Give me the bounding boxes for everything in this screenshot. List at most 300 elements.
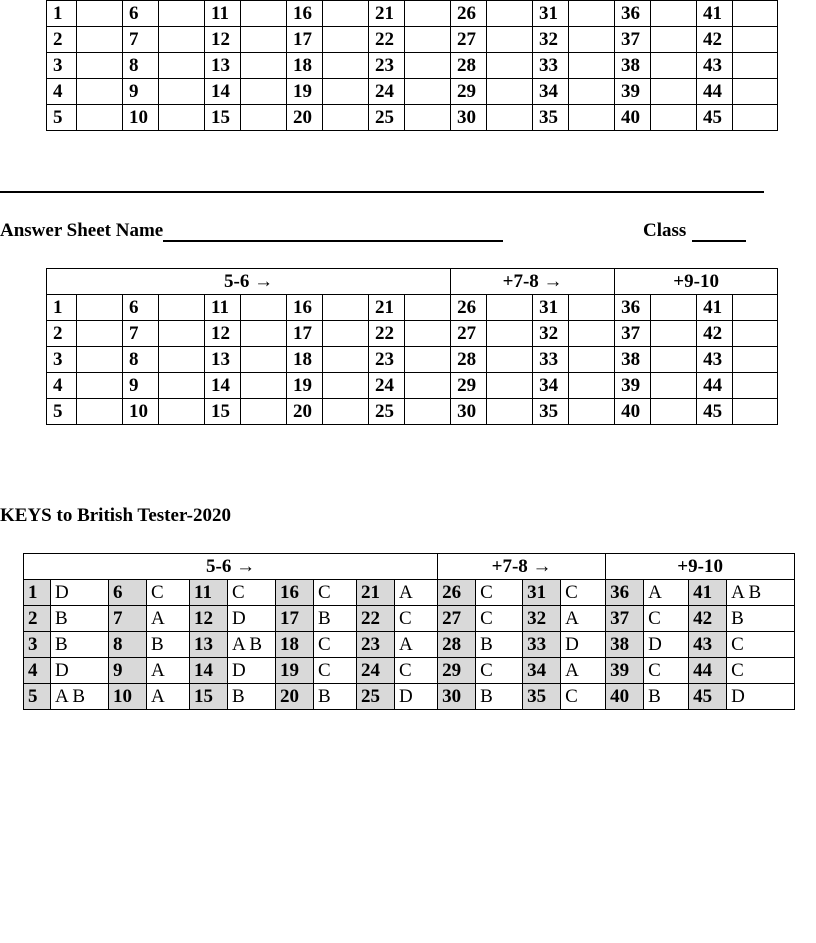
key-answer: B [51, 606, 109, 632]
key-answer: B [314, 684, 357, 710]
key-answer: B [644, 684, 689, 710]
answer-cell[interactable] [733, 105, 778, 131]
table-row [24, 632, 795, 658]
key-answer: C [395, 606, 438, 632]
key-question-number: 42 [689, 606, 727, 632]
class-blank[interactable] [692, 220, 746, 242]
question-number: 40 [615, 399, 651, 425]
question-number: 1 [47, 295, 77, 321]
key-answer: B [727, 606, 795, 632]
key-answer: A [561, 658, 606, 684]
question-number: 25 [369, 105, 405, 131]
key-answer: C [314, 632, 357, 658]
question-number: 35 [533, 399, 569, 425]
keys-section-header-7-8: +7-8 → [438, 554, 606, 580]
answer-cell[interactable] [323, 295, 369, 321]
answer-cell[interactable] [77, 399, 123, 425]
key-question-number: 17 [276, 606, 314, 632]
answer-cell[interactable] [733, 399, 778, 425]
key-question-number: 13 [190, 632, 228, 658]
key-answer: A B [727, 580, 795, 606]
table-row [24, 580, 795, 606]
answer-cell[interactable] [159, 321, 205, 347]
table-row [47, 27, 778, 53]
answer-cell[interactable] [405, 1, 451, 27]
answer-cell[interactable] [323, 321, 369, 347]
question-number: 27 [451, 27, 487, 53]
question-number: 29 [451, 373, 487, 399]
table-row [47, 1, 778, 27]
answer-cell[interactable] [405, 27, 451, 53]
key-answer: A [147, 606, 190, 632]
answer-cell[interactable] [733, 1, 778, 27]
key-question-number: 16 [276, 580, 314, 606]
key-question-number: 28 [438, 632, 476, 658]
question-number: 41 [697, 1, 733, 27]
key-answer: C [314, 580, 357, 606]
key-answer: C [147, 580, 190, 606]
question-number: 37 [615, 27, 651, 53]
answer-cell[interactable] [733, 347, 778, 373]
key-question-number: 39 [606, 658, 644, 684]
answer-cell[interactable] [405, 105, 451, 131]
table-row [24, 606, 795, 632]
question-number: 15 [205, 105, 241, 131]
answer-cell[interactable] [733, 373, 778, 399]
question-number: 26 [451, 295, 487, 321]
key-answer: B [147, 632, 190, 658]
question-number: 14 [205, 373, 241, 399]
answer-cell[interactable] [241, 105, 287, 131]
question-number: 8 [123, 53, 159, 79]
key-answer: A B [51, 684, 109, 710]
key-question-number: 20 [276, 684, 314, 710]
question-number: 4 [47, 79, 77, 105]
answer-cell[interactable] [405, 53, 451, 79]
answer-cell[interactable] [405, 347, 451, 373]
question-number: 16 [287, 1, 323, 27]
key-answer: D [395, 684, 438, 710]
section-header-5-6: 5-6 → [47, 269, 451, 295]
answer-cell[interactable] [405, 399, 451, 425]
key-answer: A [561, 606, 606, 632]
question-number: 7 [123, 27, 159, 53]
key-question-number: 5 [24, 684, 51, 710]
answer-cell[interactable] [651, 347, 697, 373]
answer-cell[interactable] [487, 373, 533, 399]
table-row [47, 399, 778, 425]
key-answer: C [476, 580, 523, 606]
key-question-number: 26 [438, 580, 476, 606]
answer-cell[interactable] [323, 27, 369, 53]
question-number: 45 [697, 399, 733, 425]
answer-cell[interactable] [569, 53, 615, 79]
question-number: 3 [47, 53, 77, 79]
question-number: 41 [697, 295, 733, 321]
key-question-number: 24 [357, 658, 395, 684]
answer-cell[interactable] [487, 1, 533, 27]
answer-cell[interactable] [733, 53, 778, 79]
answer-cell[interactable] [77, 27, 123, 53]
answer-sheet-name-label: Answer Sheet Name [0, 220, 164, 241]
answer-cell[interactable] [241, 1, 287, 27]
question-number: 30 [451, 105, 487, 131]
question-number: 42 [697, 27, 733, 53]
answer-cell[interactable] [405, 295, 451, 321]
answer-cell[interactable] [77, 1, 123, 27]
key-question-number: 43 [689, 632, 727, 658]
key-answer: C [727, 658, 795, 684]
question-number: 15 [205, 399, 241, 425]
class-label: Class [643, 220, 687, 241]
question-number: 4 [47, 373, 77, 399]
keys-header-row [24, 554, 795, 580]
key-question-number: 30 [438, 684, 476, 710]
answer-cell[interactable] [241, 321, 287, 347]
answer-cell[interactable] [241, 79, 287, 105]
table-row [47, 79, 778, 105]
key-answer: C [395, 658, 438, 684]
answer-cell[interactable] [487, 53, 533, 79]
question-number: 22 [369, 321, 405, 347]
table-row [47, 105, 778, 131]
question-number: 36 [615, 1, 651, 27]
table-row [47, 373, 778, 399]
answer-keys-grid [23, 553, 795, 710]
answer-cell[interactable] [487, 27, 533, 53]
question-number: 10 [123, 105, 159, 131]
answer-cell[interactable] [159, 105, 205, 131]
question-number: 43 [697, 53, 733, 79]
key-question-number: 31 [523, 580, 561, 606]
answer-cell[interactable] [405, 321, 451, 347]
key-question-number: 41 [689, 580, 727, 606]
keys-section-header-5-6: 5-6 → [24, 554, 438, 580]
question-number: 30 [451, 399, 487, 425]
answer-cell[interactable] [241, 53, 287, 79]
question-number: 6 [123, 1, 159, 27]
table-row [24, 684, 795, 710]
answer-cell[interactable] [569, 295, 615, 321]
question-number: 6 [123, 295, 159, 321]
answer-cell[interactable] [77, 79, 123, 105]
answer-cell[interactable] [77, 321, 123, 347]
class-line [643, 220, 746, 242]
answer-cell[interactable] [487, 79, 533, 105]
answer-cell[interactable] [569, 321, 615, 347]
question-number: 28 [451, 347, 487, 373]
key-answer: A [395, 632, 438, 658]
question-number: 21 [369, 1, 405, 27]
key-question-number: 1 [24, 580, 51, 606]
answer-cell[interactable] [77, 373, 123, 399]
key-question-number: 7 [109, 606, 147, 632]
answer-cell[interactable] [651, 27, 697, 53]
key-question-number: 29 [438, 658, 476, 684]
key-question-number: 38 [606, 632, 644, 658]
answer-cell[interactable] [159, 295, 205, 321]
key-answer: D [228, 606, 276, 632]
key-question-number: 45 [689, 684, 727, 710]
key-answer: C [476, 658, 523, 684]
key-answer: C [314, 658, 357, 684]
question-number: 13 [205, 53, 241, 79]
answer-cell[interactable] [487, 295, 533, 321]
question-number: 27 [451, 321, 487, 347]
question-number: 34 [533, 373, 569, 399]
key-answer: A [147, 684, 190, 710]
question-number: 9 [123, 373, 159, 399]
answer-cell[interactable] [651, 295, 697, 321]
answer-cell[interactable] [569, 1, 615, 27]
key-answer: D [644, 632, 689, 658]
question-number: 44 [697, 79, 733, 105]
answer-cell[interactable] [159, 347, 205, 373]
question-number: 38 [615, 53, 651, 79]
key-question-number: 34 [523, 658, 561, 684]
answer-sheet-body [47, 295, 778, 425]
question-number: 20 [287, 399, 323, 425]
question-number: 17 [287, 321, 323, 347]
answer-cell[interactable] [569, 27, 615, 53]
question-number: 24 [369, 79, 405, 105]
key-answer: A [644, 580, 689, 606]
table-row [47, 321, 778, 347]
key-question-number: 33 [523, 632, 561, 658]
answer-cell[interactable] [159, 27, 205, 53]
table-row [47, 347, 778, 373]
answer-cell[interactable] [405, 79, 451, 105]
key-question-number: 22 [357, 606, 395, 632]
answer-cell[interactable] [733, 27, 778, 53]
answer-cell[interactable] [77, 105, 123, 131]
key-question-number: 21 [357, 580, 395, 606]
question-number: 43 [697, 347, 733, 373]
key-answer: B [476, 684, 523, 710]
answer-cell[interactable] [569, 79, 615, 105]
question-number: 18 [287, 347, 323, 373]
answer-cell[interactable] [159, 373, 205, 399]
question-number: 40 [615, 105, 651, 131]
key-answer: C [228, 580, 276, 606]
answer-cell[interactable] [77, 295, 123, 321]
question-number: 29 [451, 79, 487, 105]
key-question-number: 2 [24, 606, 51, 632]
question-number: 34 [533, 79, 569, 105]
section-header-9-10: +9-10 [615, 269, 778, 295]
key-question-number: 3 [24, 632, 51, 658]
answer-cell[interactable] [241, 27, 287, 53]
answer-cell[interactable] [241, 399, 287, 425]
answer-cell[interactable] [651, 105, 697, 131]
question-number: 5 [47, 105, 77, 131]
answer-cell[interactable] [77, 53, 123, 79]
key-question-number: 4 [24, 658, 51, 684]
question-number: 18 [287, 53, 323, 79]
key-answer: A B [228, 632, 276, 658]
key-answer: C [727, 632, 795, 658]
key-answer: A [147, 658, 190, 684]
question-number: 3 [47, 347, 77, 373]
key-question-number: 40 [606, 684, 644, 710]
key-question-number: 27 [438, 606, 476, 632]
question-number: 32 [533, 321, 569, 347]
question-number: 20 [287, 105, 323, 131]
answer-sheet-header-row [47, 269, 778, 295]
key-answer: D [727, 684, 795, 710]
answer-cell[interactable] [651, 373, 697, 399]
answer-cell[interactable] [323, 373, 369, 399]
answer-cell[interactable] [651, 79, 697, 105]
question-number: 5 [47, 399, 77, 425]
answer-cell[interactable] [733, 295, 778, 321]
key-question-number: 6 [109, 580, 147, 606]
key-answer: D [228, 658, 276, 684]
key-question-number: 10 [109, 684, 147, 710]
answer-cell[interactable] [569, 347, 615, 373]
question-number: 33 [533, 53, 569, 79]
question-number: 14 [205, 79, 241, 105]
answer-cell[interactable] [77, 347, 123, 373]
question-number: 17 [287, 27, 323, 53]
question-number: 11 [205, 1, 241, 27]
key-question-number: 11 [190, 580, 228, 606]
key-answer: B [314, 606, 357, 632]
key-question-number: 23 [357, 632, 395, 658]
question-number: 24 [369, 373, 405, 399]
question-number: 28 [451, 53, 487, 79]
answer-cell[interactable] [569, 399, 615, 425]
key-answer: C [644, 658, 689, 684]
answer-cell[interactable] [241, 373, 287, 399]
keys-section-header-9-10: +9-10 [606, 554, 795, 580]
question-number: 9 [123, 79, 159, 105]
question-number: 45 [697, 105, 733, 131]
table-row [24, 658, 795, 684]
answer-sheet-grid [46, 268, 778, 425]
answer-cell[interactable] [241, 295, 287, 321]
key-question-number: 18 [276, 632, 314, 658]
question-number: 19 [287, 373, 323, 399]
question-number: 44 [697, 373, 733, 399]
question-number: 12 [205, 27, 241, 53]
question-number: 1 [47, 1, 77, 27]
key-answer: B [51, 632, 109, 658]
answer-cell[interactable] [651, 1, 697, 27]
name-blank[interactable] [163, 220, 503, 242]
key-question-number: 25 [357, 684, 395, 710]
question-number: 31 [533, 1, 569, 27]
answer-cell[interactable] [733, 321, 778, 347]
keys-body [24, 580, 795, 710]
key-question-number: 32 [523, 606, 561, 632]
answer-sheet-name-line [0, 220, 503, 242]
answer-cell[interactable] [159, 53, 205, 79]
answer-cell[interactable] [487, 399, 533, 425]
key-question-number: 12 [190, 606, 228, 632]
question-number: 10 [123, 399, 159, 425]
question-number: 22 [369, 27, 405, 53]
answer-cell[interactable] [569, 373, 615, 399]
question-number: 25 [369, 399, 405, 425]
question-number: 37 [615, 321, 651, 347]
key-question-number: 14 [190, 658, 228, 684]
answer-cell[interactable] [487, 321, 533, 347]
question-number: 19 [287, 79, 323, 105]
key-answer: D [561, 632, 606, 658]
answer-cell[interactable] [569, 105, 615, 131]
answer-cell[interactable] [651, 53, 697, 79]
question-number: 12 [205, 321, 241, 347]
question-number: 23 [369, 53, 405, 79]
table-row [47, 295, 778, 321]
top-grid-body [47, 1, 778, 131]
key-question-number: 19 [276, 658, 314, 684]
answer-cell[interactable] [159, 1, 205, 27]
question-number: 13 [205, 347, 241, 373]
answer-cell[interactable] [323, 53, 369, 79]
answer-cell[interactable] [323, 105, 369, 131]
question-number: 39 [615, 373, 651, 399]
top-answer-grid [46, 0, 778, 131]
question-number: 33 [533, 347, 569, 373]
answer-cell[interactable] [733, 79, 778, 105]
answer-cell[interactable] [323, 1, 369, 27]
key-question-number: 44 [689, 658, 727, 684]
key-question-number: 9 [109, 658, 147, 684]
key-answer: D [51, 658, 109, 684]
answer-cell[interactable] [159, 79, 205, 105]
answer-cell[interactable] [241, 347, 287, 373]
question-number: 31 [533, 295, 569, 321]
answer-cell[interactable] [651, 321, 697, 347]
question-number: 16 [287, 295, 323, 321]
key-question-number: 37 [606, 606, 644, 632]
key-answer: B [476, 632, 523, 658]
key-answer: C [644, 606, 689, 632]
separator-rule [0, 191, 764, 193]
question-number: 42 [697, 321, 733, 347]
question-number: 21 [369, 295, 405, 321]
answer-cell[interactable] [487, 347, 533, 373]
section-header-7-8: +7-8 → [451, 269, 615, 295]
answer-cell[interactable] [159, 399, 205, 425]
question-number: 8 [123, 347, 159, 373]
question-number: 35 [533, 105, 569, 131]
key-answer: A [395, 580, 438, 606]
answer-cell[interactable] [487, 105, 533, 131]
answer-cell[interactable] [405, 373, 451, 399]
key-answer: D [51, 580, 109, 606]
question-number: 23 [369, 347, 405, 373]
key-question-number: 36 [606, 580, 644, 606]
answer-cell[interactable] [323, 79, 369, 105]
question-number: 32 [533, 27, 569, 53]
question-number: 2 [47, 27, 77, 53]
question-number: 38 [615, 347, 651, 373]
keys-title: KEYS to British Tester-2020 [0, 505, 231, 526]
question-number: 26 [451, 1, 487, 27]
key-question-number: 15 [190, 684, 228, 710]
answer-cell[interactable] [651, 399, 697, 425]
key-question-number: 35 [523, 684, 561, 710]
answer-cell[interactable] [323, 347, 369, 373]
answer-cell[interactable] [323, 399, 369, 425]
key-answer: C [561, 684, 606, 710]
key-answer: C [476, 606, 523, 632]
question-number: 2 [47, 321, 77, 347]
key-question-number: 8 [109, 632, 147, 658]
